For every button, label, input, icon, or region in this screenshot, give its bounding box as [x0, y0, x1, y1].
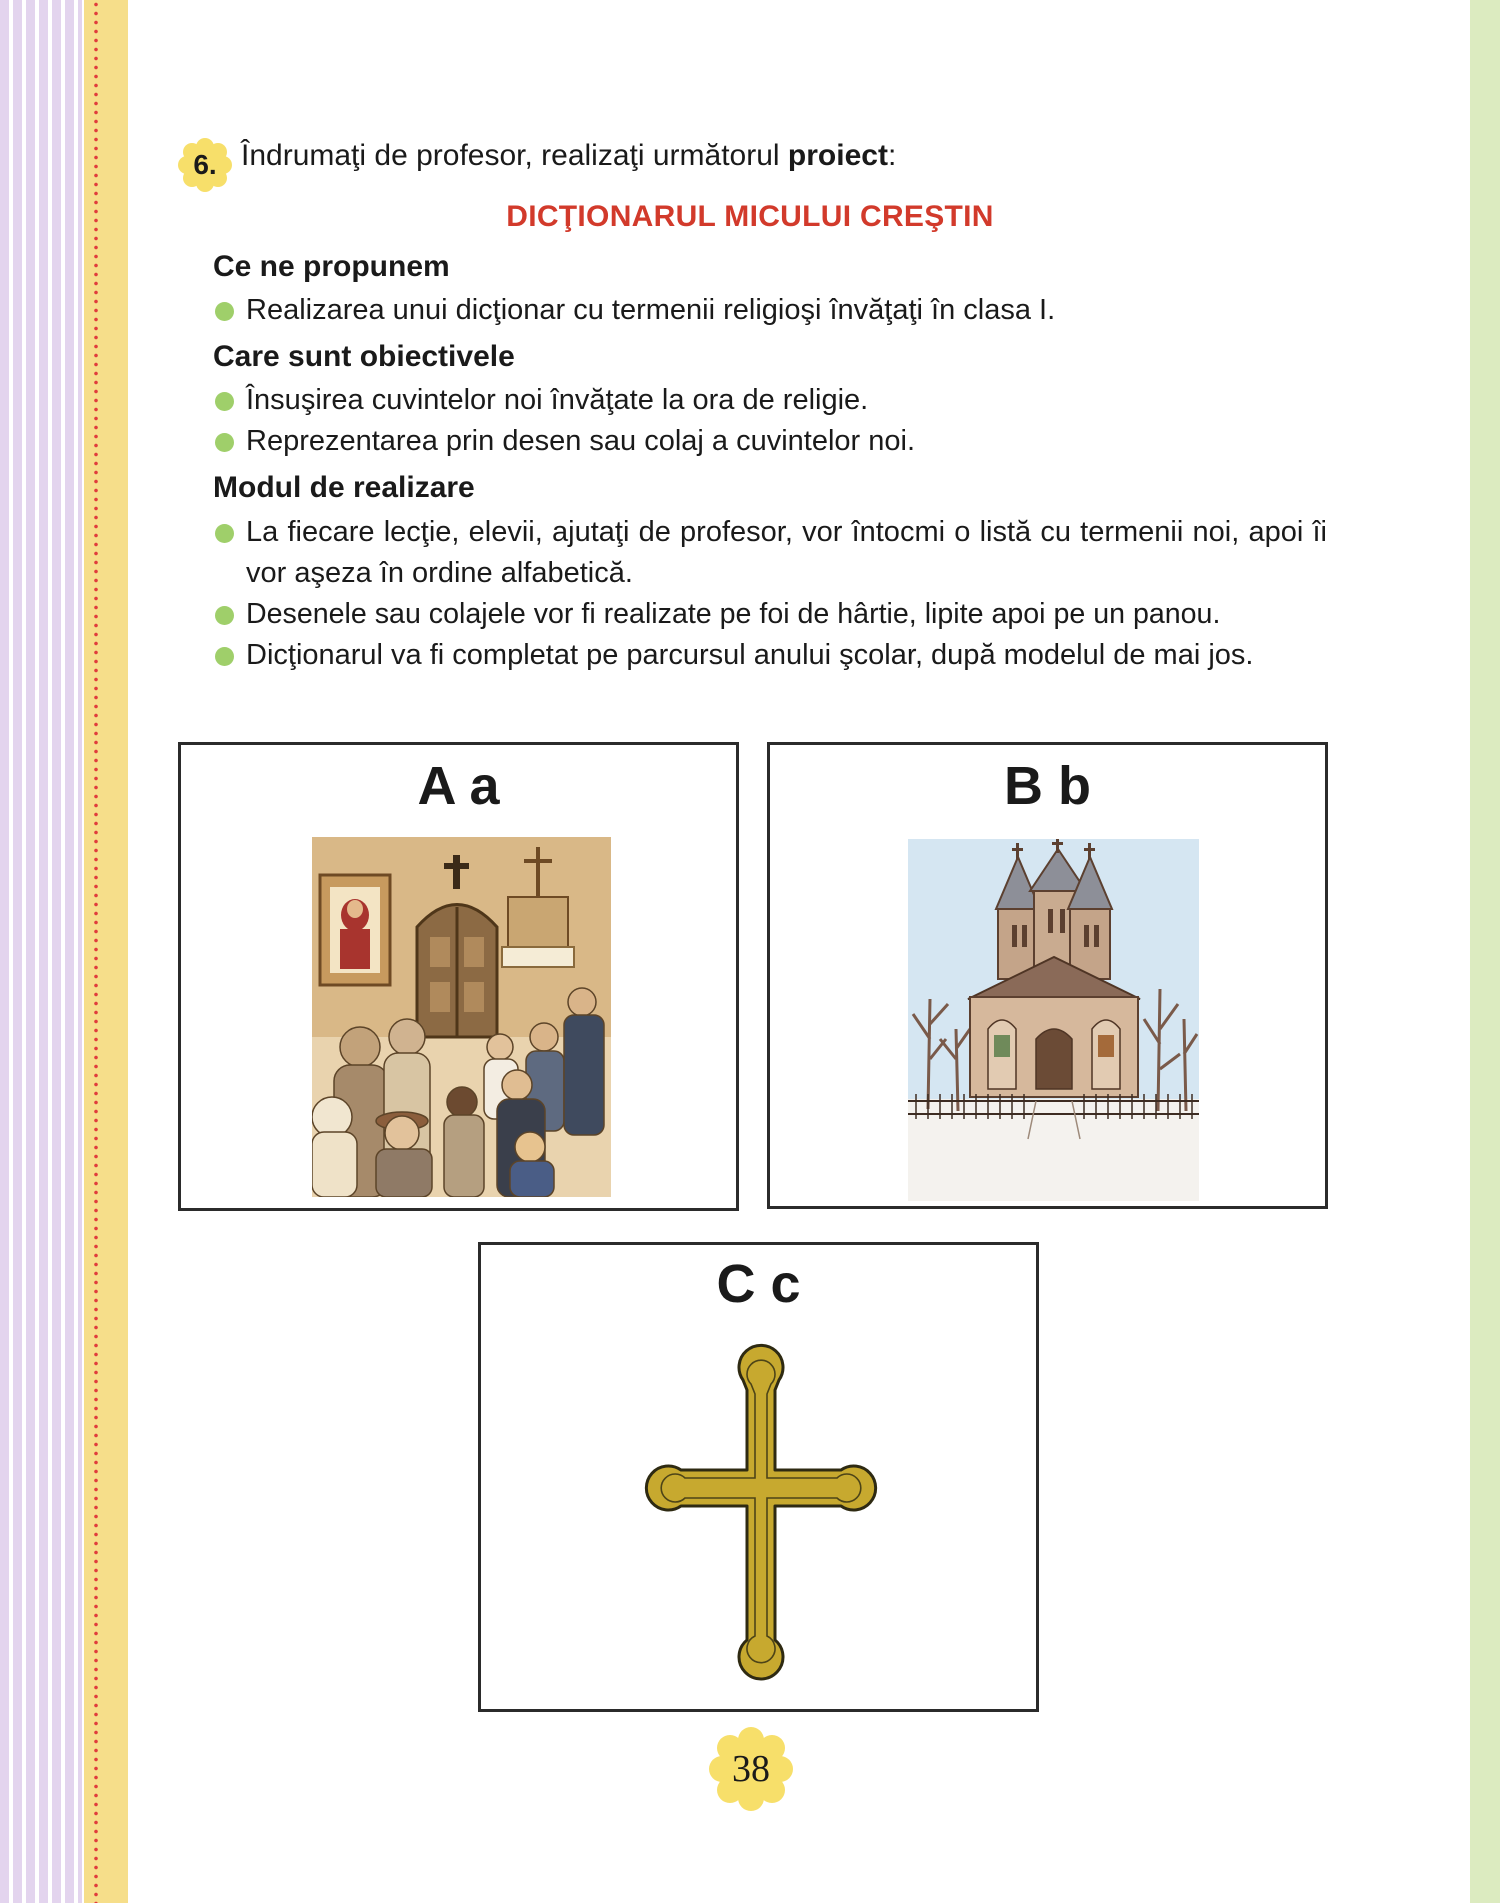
page-number-badge	[708, 1726, 794, 1812]
dictionary-card-b	[767, 742, 1328, 1209]
green-bullet-icon	[215, 647, 234, 666]
page-number: 38	[732, 1748, 770, 1790]
task-number: 6.	[193, 149, 217, 180]
dictionary-card-c	[478, 1242, 1039, 1712]
green-bullet-icon	[215, 302, 234, 321]
instruction-bold-word: proiect	[787, 139, 888, 172]
list-item-text: Desenele sau colajele vor fi realizate pe foi de hârtie, lipite apoi pe un panou.	[246, 598, 1221, 630]
left-scalloped-edge	[112, 0, 142, 1903]
green-bullet-icon	[215, 433, 234, 452]
green-bullet-icon	[215, 392, 234, 411]
card-letter: C c	[716, 1254, 801, 1314]
card-letter: B b	[1004, 756, 1091, 816]
green-bullet-icon	[215, 524, 234, 543]
task-number-badge	[178, 138, 232, 192]
list-item-text: Însuşirea cuvintelor noi învăţate la ora de religie.	[246, 384, 869, 416]
card-letter: A a	[417, 756, 500, 816]
green-bullet-icon	[215, 606, 234, 625]
right-green-border	[1470, 0, 1500, 1903]
list-item-text: Realizarea unui dicţionar cu termenii religioşi învăţaţi în clasa I.	[246, 294, 1056, 326]
list-item	[215, 421, 1327, 462]
left-striped-border	[0, 0, 82, 1903]
list-item-text: Reprezentarea prin desen sau colaj a cuvintelor noi.	[246, 425, 916, 457]
list-item	[215, 290, 1327, 331]
list-item	[215, 380, 1327, 421]
left-dotted-line	[94, 0, 98, 1903]
church-interior-icon	[312, 837, 611, 1197]
dictionary-card-a	[178, 742, 739, 1211]
list-item	[215, 512, 1327, 594]
instruction-text: Îndrumaţi de profesor, realizaţi următorul	[241, 139, 788, 172]
instruction-end: :	[887, 139, 897, 172]
section-heading-objectives: Care sunt obiectivele	[213, 340, 515, 373]
section-heading-goal: Ce ne propunem	[213, 250, 450, 283]
church-building-icon	[908, 839, 1199, 1201]
list-item-text: Dicţionarul va fi completat pe parcursul anului şcolar, după modelul de mai jos.	[246, 639, 1254, 671]
project-title: DICŢIONARUL MICULUI CREŞTIN	[506, 200, 994, 233]
task-instruction	[241, 136, 896, 176]
list-item	[215, 594, 1327, 635]
list-item	[215, 635, 1327, 717]
cross-icon	[631, 1340, 891, 1690]
section-heading-method: Modul de realizare	[213, 471, 475, 504]
list-item-text: La fiecare lecţie, elevii, ajutaţi de profesor, vor întocmi o listă cu termenii noi, apoi îi vor aşeza în ordine alfabetică.	[246, 516, 1327, 589]
